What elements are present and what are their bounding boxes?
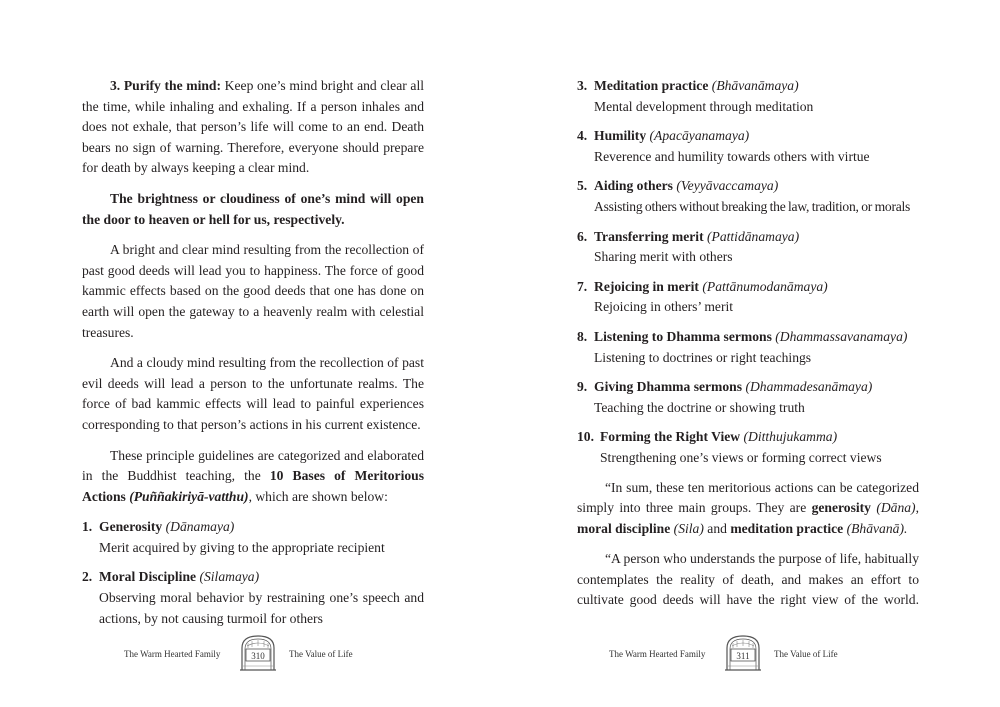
item-title: Meditation practice (594, 78, 709, 93)
item-description: Assisting others without breaking the law, tradition, or morals (594, 198, 911, 214)
item-description: Rejoicing in others’ merit (594, 299, 734, 315)
item-title: Listening to Dhamma sermons (594, 328, 772, 344)
item-title: Giving Dhamma sermons (594, 379, 743, 395)
item-description: Observing moral behavior by restraining one’s speech and actions, by not causing turmoil for others (99, 590, 424, 626)
term-pali: (Bhāvanā). (843, 520, 908, 536)
paragraph-purify-mind (82, 76, 424, 179)
term-bold: moral discipline (577, 520, 671, 536)
item-pali: (Dhammassavanamaya) (775, 328, 908, 344)
right-page (577, 76, 919, 621)
right-footer (605, 632, 845, 676)
list-item (577, 76, 919, 117)
footer-section-title: The Value of Life (289, 649, 353, 659)
item-pali: (Pattānumodanāmaya) (702, 278, 828, 294)
paragraph-cloudy-mind: And a cloudy mind resulting from the recollection of past evil deeds will lead a person to the unfortunate realms. The force of bad kammic effects will lead to painful experiences corresponding to that person’s actions in his current existence. (82, 355, 424, 432)
item-description: Mental development through meditation (594, 98, 814, 114)
item-pali: (Dānamaya) (165, 519, 235, 535)
item-description: Listening to doctrines or right teachings (594, 349, 812, 365)
left-footer (120, 632, 360, 676)
paragraph-text: , which are shown below: (248, 488, 388, 504)
item-title: Aiding others (594, 178, 673, 194)
item-pali: (Pattidānamaya) (707, 228, 800, 244)
list-item (577, 427, 919, 468)
item-title: Transferring merit (594, 228, 704, 244)
footer-book-title: The Warm Hearted Family (124, 649, 221, 659)
term-pali: (Dāna) (870, 500, 916, 516)
item-number: 2. (82, 569, 93, 585)
paragraph-summary (577, 478, 919, 540)
paragraph-bright-mind: A bright and clear mind resulting from the recollection of past good deeds will lead you to happiness. The force of good kammic effects based on the good deeds that one has done on earth will open the gateway to a heavenly realm with celestial treasures. (82, 242, 424, 340)
item-number: 5. (577, 178, 588, 194)
paragraph-guidelines (82, 446, 424, 508)
item-title: Humility (594, 128, 647, 144)
list-item (577, 126, 919, 167)
list-item (82, 567, 424, 629)
item-number: 3. (577, 78, 588, 93)
term-pali: (Sila) (670, 520, 704, 536)
paragraph-text: Keep one’s mind bright and clear all the time, while inhaling and exhaling. If a person inhales and does not exhale, that person’s life will come to an end. Death bears no sign of warning. Therefore, everyone should prepare for death by always keeping a clear mind. (82, 78, 425, 176)
footer-book-title: The Warm Hearted Family (609, 649, 706, 659)
paragraph-text: “In sum, these ten meritorious actions can be categorized simply into three main groups. They are (577, 479, 919, 516)
item-description: Merit acquired by giving to the appropriate recipient (99, 539, 385, 555)
item-number: 8. (577, 328, 588, 344)
paragraph-text: These principle guidelines are categorized and elaborated in the Buddhist teaching, the (82, 447, 424, 484)
item-number: 9. (577, 379, 588, 395)
page-number: 310 (251, 651, 265, 661)
item-pali: (Veyyāvaccamaya) (676, 178, 779, 194)
page-number: 311 (736, 651, 750, 661)
paragraph-quote: “A person who understands the purpose of life, habitually contemplates the reality of death, and makes an effort to cultivate good deeds will have the right view of the world. (577, 551, 919, 608)
list-item (577, 277, 919, 318)
item-title: Moral Discipline (99, 569, 197, 585)
item-description: Teaching the doctrine or showing truth (594, 399, 805, 415)
item-pali: (Apacāyanamaya) (649, 128, 750, 144)
term-bold: 10 Bases of Meritorious Actions (82, 468, 424, 504)
footer-section-title: The Value of Life (774, 649, 838, 659)
left-page (82, 76, 424, 638)
item-title: Generosity (99, 519, 163, 535)
item-number: 10. (577, 429, 594, 445)
item-description: Sharing merit with others (594, 249, 733, 265)
list-item (577, 377, 919, 418)
arched-gate-icon (238, 632, 278, 672)
item-pali: (Ditthujukamma) (743, 429, 838, 445)
term-bold: generosity (811, 500, 871, 516)
item-pali: (Dhammadesanāmaya) (745, 379, 873, 395)
item-number: 6. (577, 228, 588, 244)
arched-gate-icon (723, 632, 763, 672)
item-number: 7. (577, 278, 588, 294)
list-item (577, 176, 919, 217)
item-title: Forming the Right View (600, 429, 741, 445)
item-number: 1. (82, 519, 93, 535)
paragraph-lead: 3. Purify the mind: (110, 78, 222, 93)
list-item (577, 227, 919, 268)
paragraph-text: and (703, 520, 731, 536)
item-pali: (Bhāvanāmaya) (711, 78, 799, 93)
list-item (577, 327, 919, 368)
term-bold: meditation practice (730, 520, 844, 536)
paragraph-emphasis: The brightness or cloudiness of one’s mind will open the door to heaven or hell for us, respectively. (82, 190, 424, 227)
paragraph-text: , (915, 500, 919, 516)
item-description: Strengthening one’s views or forming correct views (600, 449, 882, 465)
item-pali: (Silamaya) (199, 569, 260, 585)
item-number: 4. (577, 128, 588, 144)
item-title: Rejoicing in merit (594, 278, 699, 294)
item-description: Reverence and humility towards others with virtue (594, 148, 870, 164)
list-item (82, 517, 424, 558)
term-pali: (Puññakiriyā-vatthu) (129, 488, 249, 504)
